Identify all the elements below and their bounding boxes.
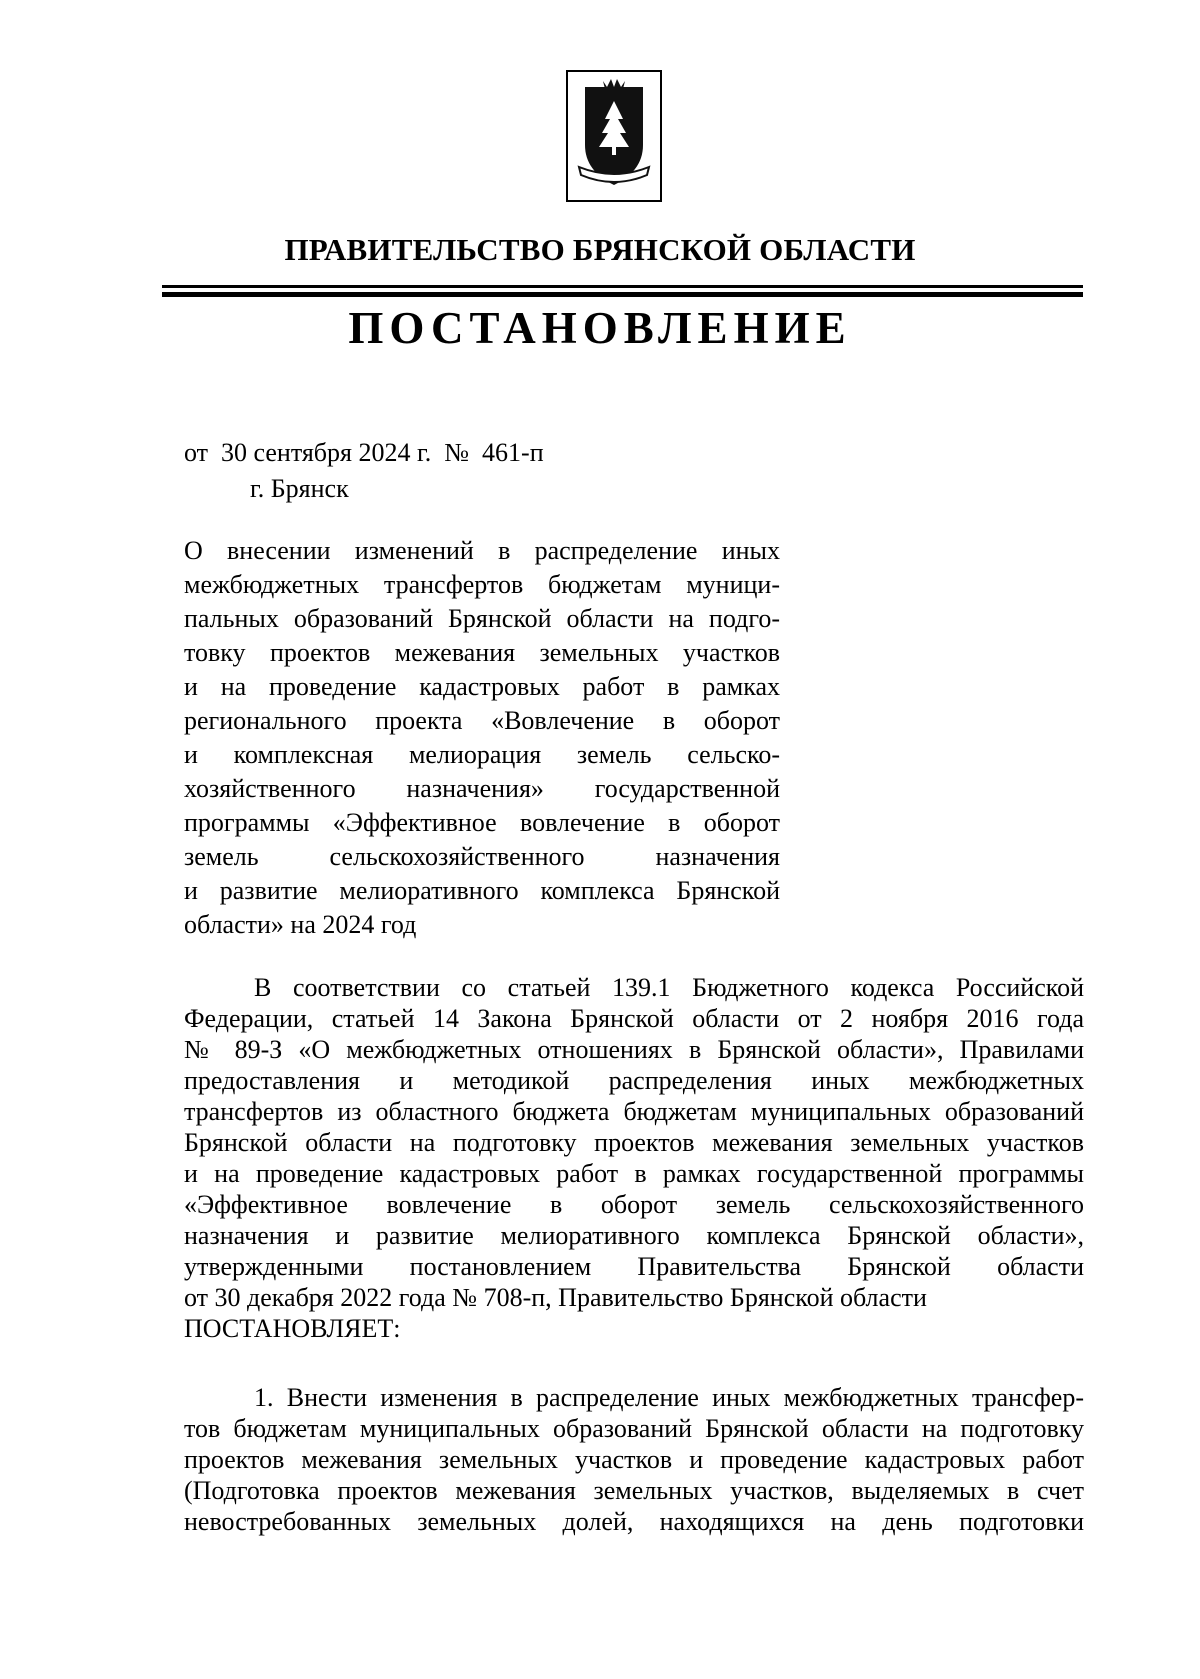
subject-line: земель сельскохозяйственного назначения <box>184 842 780 871</box>
body-line: и на проведение кадастровых работ в рамках государственной программы <box>184 1159 1084 1188</box>
subject-line: хозяйственного назначения» государственной <box>184 774 780 803</box>
city-line: г. Брянск <box>250 474 349 503</box>
body-line: ПОСТАНОВЛЯЕТ: <box>184 1314 401 1343</box>
body-line: «Эффективное вовлечение в оборот земель сельскохозяйственного <box>184 1190 1084 1219</box>
header-rule-thick <box>162 292 1083 297</box>
body-paragraph-2 <box>184 1382 1084 1537</box>
document-type: ПОСТАНОВЛЕНИЕ <box>348 303 852 353</box>
body-line: проектов межевания земельных участков и проведение кадастровых работ <box>184 1445 1084 1474</box>
subject-line: и развитие мелиоративного комплекса Брянской <box>184 876 780 905</box>
body-line: (Подготовка проектов межевания земельных участков, выделяемых в счет <box>184 1476 1084 1505</box>
subject-line: и комплексная мелиорация земель сельско- <box>184 740 780 769</box>
body-paragraph-1 <box>184 972 1084 1344</box>
document-subject <box>184 534 780 942</box>
body-line: от 30 декабря 2022 года № 708-п, Правительство Брянской области <box>184 1283 927 1312</box>
body-line: В соответствии со статьей 139.1 Бюджетного кодекса Российской <box>254 973 1084 1002</box>
header-rule-thin <box>162 285 1083 288</box>
date-number-line: от 30 сентября 2024 г. № 461-п <box>184 438 544 467</box>
subject-line: товку проектов межевания земельных участков <box>184 638 780 667</box>
body-line: Брянской области на подготовку проектов межевания земельных участков <box>184 1128 1084 1157</box>
organization-name: ПРАВИТЕЛЬСТВО БРЯНСКОЙ ОБЛАСТИ <box>284 232 916 267</box>
body-line: предоставления и методикой распределения иных межбюджетных <box>184 1066 1084 1095</box>
body-line: утвержденными постановлением Правительства Брянской области <box>184 1252 1084 1281</box>
subject-line: О внесении изменений в распределение иных <box>184 536 780 565</box>
body-line: 1. Внести изменения в распределение иных межбюджетных трансфер- <box>254 1383 1084 1412</box>
body-line: назначения и развитие мелиоративного комплекса Брянской области», <box>184 1221 1084 1250</box>
subject-line: программы «Эффективное вовлечение в оборот <box>184 808 780 837</box>
body-line: № 89-З «О межбюджетных отношениях в Брянской области», Правилами <box>184 1035 1084 1064</box>
subject-line: области» на 2024 год <box>184 910 417 939</box>
subject-line: пальных образований Брянской области на подго- <box>184 604 780 633</box>
subject-line: межбюджетных трансфертов бюджетам муници- <box>184 570 780 599</box>
coat-of-arms-icon <box>566 70 662 202</box>
subject-line: и на проведение кадастровых работ в рамках <box>184 672 780 701</box>
body-line: тов бюджетам муниципальных образований Брянской области на подготовку <box>184 1414 1084 1443</box>
subject-line: регионального проекта «Вовлечение в оборот <box>184 706 780 735</box>
body-line: трансфертов из областного бюджета бюджетам муниципальных образований <box>184 1097 1084 1126</box>
body-line: невостребованных земельных долей, находящихся на день подготовки <box>184 1507 1084 1536</box>
body-line: Федерации, статьей 14 Закона Брянской области от 2 ноября 2016 года <box>184 1004 1084 1033</box>
